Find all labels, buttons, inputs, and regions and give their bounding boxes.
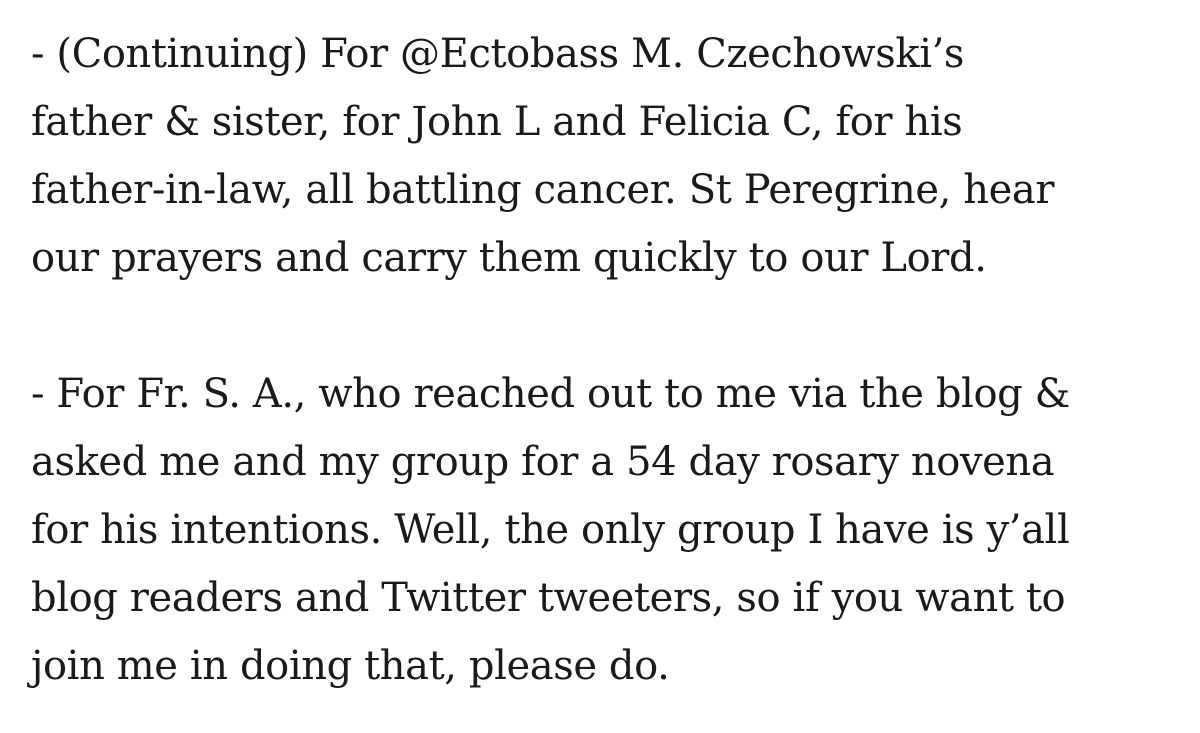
text-line: our prayers and carry them quickly to our Lord.: [31, 235, 987, 281]
text-line: - (Continuing) For @Ectobass M. Czechowski’s: [31, 31, 965, 77]
text-line: join me in doing that, please do.: [31, 643, 670, 689]
text-line: father-in-law, all battling cancer. St Peregrine, hear: [31, 167, 1055, 213]
text-line: - For Fr. S. A., who reached out to me via the blog &: [31, 371, 1070, 417]
text-line: blog readers and Twitter tweeters, so if you want to: [31, 575, 1066, 621]
text-line: asked me and my group for a 54 day rosary novena: [31, 439, 1055, 485]
prayer-intention-paragraph: [31, 20, 1181, 292]
prayer-intention-paragraph: [31, 360, 1181, 700]
text-line: for his intentions. Well, the only group I have is y’all: [31, 507, 1070, 553]
text-line: father & sister, for John L and Felicia C, for his: [31, 99, 963, 145]
